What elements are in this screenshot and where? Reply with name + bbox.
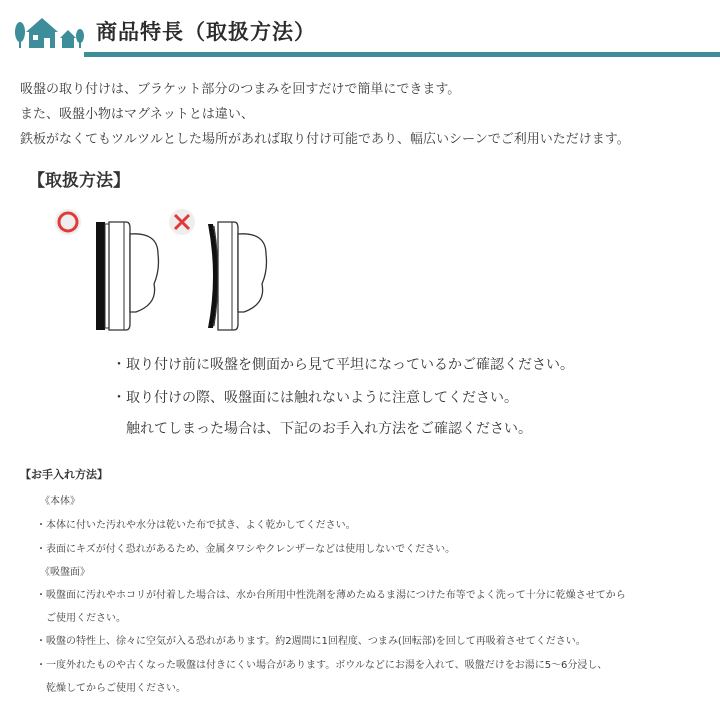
care-suction-item-2: ・吸盤の特性上、徐々に空気が入る恐れがあります。約2週間に1回程度、つまみ(回転部)を回して再吸着させてください。	[36, 636, 586, 647]
suction-cup-diagram	[50, 200, 290, 340]
care-suction-item-1-cont: ご使用ください。	[46, 613, 126, 624]
intro-line-2: また、吸盤小物はマグネットとは違い、	[20, 107, 254, 122]
header-divider	[84, 52, 720, 57]
note-check-flat: ・取り付け前に吸盤を側面から見て平坦になっているかご確認ください。	[112, 357, 574, 373]
care-suction-item-3-cont: 乾燥してからご使用ください。	[46, 683, 186, 694]
page-title: 商品特長（取扱方法）	[96, 20, 316, 44]
care-body-heading: 《本体》	[40, 496, 80, 507]
bad-example	[169, 209, 267, 330]
intro-line-1: 吸盤の取り付けは、ブラケット部分のつまみを回すだけで簡単にできます。	[20, 82, 461, 97]
note-avoid-touch: ・取り付けの際、吸盤面には触れないように注意してください。	[112, 390, 518, 406]
section-title-care: 【お手入れ方法】	[20, 468, 108, 481]
good-example	[55, 209, 159, 330]
care-body-item-2: ・表面にキズが付く恐れがあるため、金属タワシやクレンザーなどは使用しないでください。	[36, 544, 456, 555]
note-if-touched: 触れてしまった場合は、下記のお手入れ方法をご確認ください。	[126, 421, 532, 437]
care-suction-heading: 《吸盤面》	[40, 567, 90, 578]
house-icon	[14, 12, 84, 52]
care-body-item-1: ・本体に付いた汚れや水分は乾いた布で拭き、よく乾かしてください。	[36, 520, 356, 531]
care-suction-item-1: ・吸盤面に汚れやホコリが付着した場合は、水か台所用中性洗剤を薄めたぬるま湯につけた布等でよく洗って十分に乾燥させてから	[36, 590, 626, 601]
care-suction-item-3: ・一度外れたものや古くなった吸盤は付きにくい場合があります。ボウルなどにお湯を入れて、吸盤だけをお湯に5〜6分浸し、	[36, 660, 608, 671]
section-title-handling: 【取扱方法】	[28, 171, 130, 191]
intro-line-3: 鉄板がなくてもツルツルとした場所があれば取り付け可能であり、幅広いシーンでご利用いただけます。	[20, 132, 630, 147]
